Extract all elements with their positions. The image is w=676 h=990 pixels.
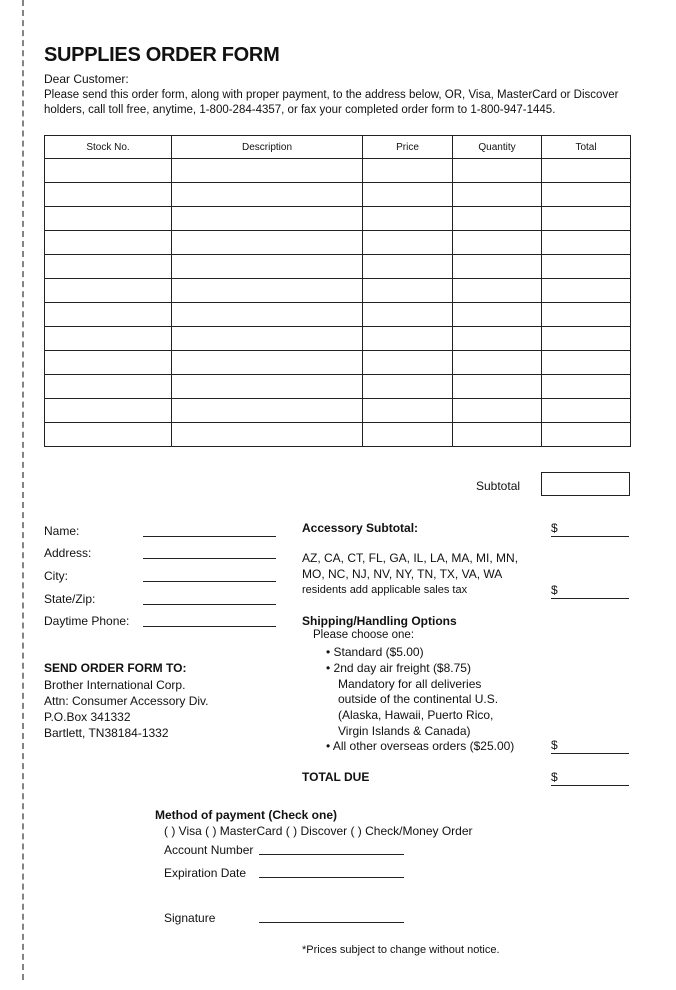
footnote: *Prices subject to change without notice. xyxy=(302,944,500,956)
cell-total[interactable] xyxy=(542,351,631,375)
customer-field-input[interactable] xyxy=(143,590,276,605)
cell-quantity[interactable] xyxy=(453,423,542,447)
cell-description[interactable] xyxy=(172,231,363,255)
table-row xyxy=(45,423,631,447)
cell-stock-no[interactable] xyxy=(45,351,172,375)
header-stock-no: Stock No. xyxy=(45,136,172,159)
cell-stock-no[interactable] xyxy=(45,231,172,255)
table-row xyxy=(45,279,631,303)
expiration-label: Expiration Date xyxy=(164,866,247,880)
cell-stock-no[interactable] xyxy=(45,279,172,303)
cell-price[interactable] xyxy=(363,159,453,183)
signature-label: Signature xyxy=(164,911,216,925)
shipping-note: Virgin Islands & Canada) xyxy=(338,724,471,738)
customer-field-label: State/Zip: xyxy=(44,592,96,606)
cell-description[interactable] xyxy=(172,159,363,183)
cell-price[interactable] xyxy=(363,375,453,399)
perforation-edge xyxy=(22,0,26,980)
cell-description[interactable] xyxy=(172,423,363,447)
table-row xyxy=(45,303,631,327)
cell-total[interactable] xyxy=(542,375,631,399)
accessory-subtotal-label: Accessory Subtotal: xyxy=(302,521,419,535)
cell-quantity[interactable] xyxy=(453,279,542,303)
tax-note: residents add applicable sales tax xyxy=(302,584,468,596)
customer-field-input[interactable] xyxy=(143,522,276,537)
cell-price[interactable] xyxy=(363,207,453,231)
cell-total[interactable] xyxy=(542,207,631,231)
subtotal-field[interactable] xyxy=(541,472,630,496)
send-to-line: P.O.Box 341332 xyxy=(44,710,131,724)
cell-stock-no[interactable] xyxy=(45,159,172,183)
header-total: Total xyxy=(542,136,631,159)
send-to-heading: SEND ORDER FORM TO: xyxy=(44,661,187,675)
cell-price[interactable] xyxy=(363,303,453,327)
cell-description[interactable] xyxy=(172,303,363,327)
cell-price[interactable] xyxy=(363,351,453,375)
shipping-field[interactable] xyxy=(551,738,629,754)
cell-description[interactable] xyxy=(172,375,363,399)
intro-line-1: Please send this order form, along with proper payment, to the address below, OR, Visa, MasterCard or Discover xyxy=(44,89,619,101)
customer-field-label: Address: xyxy=(44,546,92,560)
table-row xyxy=(45,327,631,351)
payment-options[interactable]: ( ) Visa ( ) MasterCard ( ) Discover ( ) Check/Money Order xyxy=(164,824,473,838)
table-row xyxy=(45,399,631,423)
header-description: Description xyxy=(172,136,363,159)
send-to-line: Attn: Consumer Accessory Div. xyxy=(44,694,209,708)
cell-stock-no[interactable] xyxy=(45,183,172,207)
cell-price[interactable] xyxy=(363,231,453,255)
account-number-field[interactable] xyxy=(259,840,404,855)
cell-stock-no[interactable] xyxy=(45,303,172,327)
option-label: 2nd day air freight ($8.75) xyxy=(333,661,471,675)
cell-description[interactable] xyxy=(172,399,363,423)
order-table xyxy=(44,135,631,447)
cell-description[interactable] xyxy=(172,255,363,279)
cell-price[interactable] xyxy=(363,279,453,303)
dollar-sign: $ xyxy=(551,583,558,597)
cell-total[interactable] xyxy=(542,255,631,279)
cell-stock-no[interactable] xyxy=(45,375,172,399)
table-row xyxy=(45,159,631,183)
shipping-heading: Shipping/Handling Options xyxy=(302,614,457,628)
table-row xyxy=(45,207,631,231)
total-due-field[interactable] xyxy=(551,770,629,786)
cell-quantity[interactable] xyxy=(453,351,542,375)
cell-quantity[interactable] xyxy=(453,303,542,327)
customer-field-input[interactable] xyxy=(143,567,276,582)
cell-quantity[interactable] xyxy=(453,375,542,399)
customer-field-label: Name: xyxy=(44,524,80,538)
cell-total[interactable] xyxy=(542,231,631,255)
cell-total[interactable] xyxy=(542,399,631,423)
tax-states: AZ, CA, CT, FL, GA, IL, LA, MA, MI, MN, xyxy=(302,551,519,565)
option-label: Standard ($5.00) xyxy=(333,645,424,659)
cell-total[interactable] xyxy=(542,159,631,183)
cell-quantity[interactable] xyxy=(453,255,542,279)
customer-field-input[interactable] xyxy=(143,544,276,559)
cell-quantity[interactable] xyxy=(453,207,542,231)
cell-quantity[interactable] xyxy=(453,399,542,423)
cell-description[interactable] xyxy=(172,351,363,375)
table-row xyxy=(45,255,631,279)
customer-field-label: City: xyxy=(44,569,68,583)
sales-tax-field[interactable] xyxy=(551,583,629,599)
cell-description[interactable] xyxy=(172,183,363,207)
cell-stock-no[interactable] xyxy=(45,327,172,351)
cell-price[interactable] xyxy=(363,255,453,279)
intro-line-2: holders, call toll free, anytime, 1-800-284-4357, or fax your completed order form to 1-800-947-1445. xyxy=(44,104,556,116)
cell-description[interactable] xyxy=(172,327,363,351)
shipping-note: outside of the continental U.S. xyxy=(338,692,499,706)
greeting: Dear Customer: xyxy=(44,72,129,86)
cell-total[interactable] xyxy=(542,303,631,327)
cell-price[interactable] xyxy=(363,327,453,351)
table-row xyxy=(45,375,631,399)
cell-price[interactable] xyxy=(363,399,453,423)
accessory-subtotal-field[interactable] xyxy=(551,521,629,537)
cell-description[interactable] xyxy=(172,279,363,303)
shipping-option-standard[interactable]: • Standard ($5.00) xyxy=(326,645,424,659)
cell-stock-no[interactable] xyxy=(45,255,172,279)
total-due-label: TOTAL DUE xyxy=(302,770,370,784)
cell-quantity[interactable] xyxy=(453,159,542,183)
header-quantity: Quantity xyxy=(453,136,542,159)
shipping-note: (Alaska, Hawaii, Puerto Rico, xyxy=(338,708,494,722)
table-row xyxy=(45,183,631,207)
table-row xyxy=(45,231,631,255)
send-to-line: Bartlett, TN38184-1332 xyxy=(44,726,169,740)
send-to-line: Brother International Corp. xyxy=(44,678,186,692)
account-number-label: Account Number xyxy=(164,843,254,857)
customer-field-input[interactable] xyxy=(143,612,276,627)
expiration-field[interactable] xyxy=(259,863,404,878)
shipping-choose: Please choose one: xyxy=(313,629,415,641)
cell-description[interactable] xyxy=(172,207,363,231)
cell-total[interactable] xyxy=(542,423,631,447)
shipping-option-2nd-day[interactable]: • 2nd day air freight ($8.75) xyxy=(326,661,471,675)
payment-heading: Method of payment (Check one) xyxy=(155,808,338,822)
dollar-sign: $ xyxy=(551,770,558,784)
cell-stock-no[interactable] xyxy=(45,207,172,231)
cell-quantity[interactable] xyxy=(453,231,542,255)
page-title: SUPPLIES ORDER FORM xyxy=(44,44,280,66)
dollar-sign: $ xyxy=(551,521,558,535)
table-row xyxy=(45,351,631,375)
cell-price[interactable] xyxy=(363,183,453,207)
cell-total[interactable] xyxy=(542,327,631,351)
option-label: All other overseas orders ($25.00) xyxy=(332,739,515,753)
customer-field-label: Daytime Phone: xyxy=(44,614,130,628)
shipping-note: Mandatory for all deliveries xyxy=(338,677,482,691)
tax-states: MO, NC, NJ, NV, NY, TN, TX, VA, WA xyxy=(302,567,503,581)
dollar-sign: $ xyxy=(551,738,558,752)
subtotal-label: Subtotal xyxy=(476,479,521,493)
signature-field[interactable] xyxy=(259,908,404,923)
cell-total[interactable] xyxy=(542,279,631,303)
cell-price[interactable] xyxy=(363,423,453,447)
cell-stock-no[interactable] xyxy=(45,423,172,447)
shipping-option-overseas[interactable]: • All other overseas orders ($25.00) xyxy=(326,739,515,753)
cell-total[interactable] xyxy=(542,183,631,207)
cell-quantity[interactable] xyxy=(453,327,542,351)
cell-quantity[interactable] xyxy=(453,183,542,207)
header-price: Price xyxy=(363,136,453,159)
cell-stock-no[interactable] xyxy=(45,399,172,423)
